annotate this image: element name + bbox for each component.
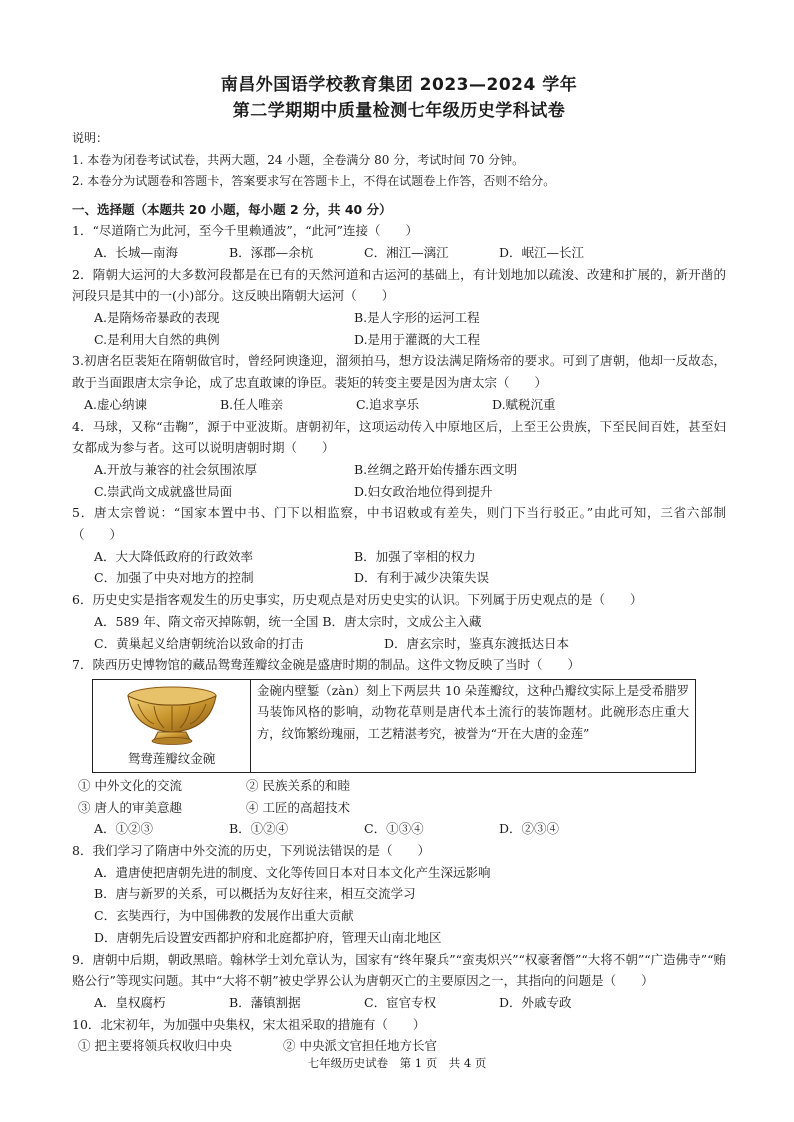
question-10	[72, 1014, 726, 1057]
options-row	[72, 567, 726, 589]
item-1: ① 中外文化的交流	[78, 777, 182, 793]
question-1	[72, 220, 726, 263]
option-a: A．589 年、隋文帝灭掉陈朝，统一全国 B．唐太宗时，文成公主入藏	[94, 613, 482, 629]
option-d: D．外戚专政	[499, 995, 572, 1010]
option-c: C.追求享乐	[356, 396, 420, 412]
item-3: ③ 唐人的审美意趣	[78, 799, 182, 815]
question-4	[72, 416, 726, 503]
options-row	[72, 992, 726, 1014]
question-7	[72, 654, 726, 840]
question-2	[72, 264, 726, 351]
exam-title-line2: 第二学期期中质量检测七年级历史学科试卷	[232, 101, 566, 121]
image-caption: 鸳鸯莲瓣纹金碗	[127, 751, 216, 767]
instructions-label: 说明：	[72, 131, 109, 145]
instruction-item: 2. 本卷分为试题卷和答题卡，答案要求写在答题卡上，不得在试题卷上作答，否则不给分。	[72, 174, 556, 188]
material-text: 金碗内壁錾（zàn）刻上下两层共 10 朵莲瓣纹，这种凸瓣纹实际上是受希腊罗马装饰风格的影响，动物花草则是唐代本土流行的装饰题材。此碗形态庄重大方，纹饰繁纷瑰丽，工艺精湛考究，被誉为“开在大唐的金莲”	[257, 683, 689, 741]
option-a: A．长城—南海	[94, 244, 179, 260]
option-b: B．涿郡—余杭	[229, 244, 314, 260]
option-d: D．有利于减少决策失误	[354, 570, 490, 586]
question-9	[72, 949, 726, 1014]
numbered-items	[72, 1035, 726, 1057]
option-d: D.赋税沉重	[492, 396, 556, 412]
option-c: C．①③④	[364, 821, 424, 837]
option-b: B．加强了宰相的权力	[354, 548, 476, 564]
option-d: D．岷江—长江	[499, 244, 585, 260]
option-c: C.崇武尚文成就盛世局面	[94, 483, 233, 499]
instructions	[72, 128, 726, 193]
question-stem: 4．马球，又称“击鞠”，源于中亚波斯。唐朝初年，这项运动传入中原地区后，上至王公贵族，下至民间百姓，甚至妇女都成为参与者。这可以说明唐朝时期（ ）	[72, 418, 726, 456]
option-b: B．藩镇割据	[229, 995, 301, 1010]
option-c: C．加强了中央对地方的控制	[94, 570, 254, 586]
material-box	[92, 679, 696, 773]
artifact-cell	[93, 680, 251, 772]
option-b: B.任人唯亲	[220, 396, 284, 412]
option-a: A.虚心纳谏	[84, 396, 148, 412]
exam-title-line1: 南昌外国语学校教育集团 2023—2024 学年	[220, 75, 578, 95]
option-d: D.是用于灌溉的大工程	[354, 331, 481, 347]
options-row	[72, 329, 726, 351]
option-b: B．①②④	[229, 821, 289, 837]
numbered-items	[72, 797, 726, 819]
question-stem: 7．陕西历史博物馆的藏品鸳鸯莲瓣纹金碗是盛唐时期的制品。这件文物反映了当时（ ）	[72, 657, 580, 673]
option-a: A.开放与兼容的社会氛围浓厚	[94, 461, 258, 477]
options-row	[72, 481, 726, 503]
question-stem: 10．北宋初年，为加强中央集权，宋太祖采取的措施有（ ）	[72, 1016, 426, 1032]
instruction-item: 1. 本卷为闭卷考试试卷，共两大题，24 小题，全卷满分 80 分，考试时间 70 分钟。	[72, 152, 525, 167]
item-2: ② 中央派文官担任地方长官	[283, 1038, 437, 1054]
options-row	[72, 546, 726, 568]
options-row	[72, 307, 726, 329]
option-d: D．②③④	[499, 821, 560, 837]
page-footer: 七年级历史试卷 第 1 页 共 4 页	[307, 1056, 487, 1070]
option-a: A．大大降低政府的行政效率	[94, 548, 254, 564]
option-c: C.是利用大自然的典例	[94, 331, 220, 347]
option-b: B．唐与新罗的关系，可以概括为友好往来，相互交流学习	[94, 886, 416, 902]
section-heading: 一、选择题（本题共 20 小题，每小题 2 分，共 40 分）	[72, 201, 392, 217]
options-row	[72, 394, 726, 416]
option-d: D．唐朝先后设置安西都护府和北庭都护府，管理天山南北地区	[94, 929, 442, 945]
options-row	[72, 633, 726, 655]
question-8	[72, 840, 726, 949]
question-stem: 6．历史史实是指客观发生的历史事实，历史观点是对历史史实的认识。下列属于历史观点的是（ ）	[72, 592, 643, 608]
option-a: A．遣唐使把唐朝先进的制度、文化等传回日本对日本文化产生深远影响	[94, 864, 491, 880]
question-stem: 8．我们学习了隋唐中外交流的历史，下列说法错误的是（ ）	[72, 843, 430, 859]
option-b: B.是人字形的运河工程	[354, 310, 480, 326]
question-6	[72, 589, 726, 654]
option-b: B.丝绸之路开始传播东西文明	[354, 461, 518, 477]
numbered-items	[72, 775, 726, 797]
question-stem: 5．唐太宗曾说：“国家本置中书、门下以相监察，中书诏敕或有差失，则门下当行驳正。”由此可知，三省六部制（ ）	[72, 505, 726, 543]
item-4: ④ 工匠的高超技术	[246, 799, 350, 815]
option-d: D．唐玄宗时，鉴真东渡抵达日本	[384, 635, 570, 651]
options-row	[72, 459, 726, 481]
option-c: C．黄巢起义给唐朝统治以致命的打击	[94, 635, 304, 651]
gold-bowl-image	[124, 684, 220, 746]
item-2: ② 民族关系的和睦	[246, 777, 350, 793]
question-stem: 9．唐朝中后期，朝政黑暗。翰林学士刘允章认为，国家有“终年聚兵”“蛮夷炽兴”“权豪奢僭”“大将不朝”“广造佛寺”“贿赂公行”等现实问题。其中“大将不朝”被史学界公认为唐朝灭亡的主要原因之一，其指向的问题是（ ）	[72, 951, 726, 989]
question-5	[72, 502, 726, 589]
option-a: A．①②③	[94, 821, 154, 837]
options-row	[72, 818, 726, 840]
question-stem: 2．隋朝大运河的大多数河段都是在已有的天然河道和古运河的基础上，有计划地加以疏浚、改建和扩展的，新开凿的河段只是其中的一(小)部分。这反映出隋朝大运河（ ）	[72, 266, 726, 304]
question-stem: 1．“尽道隋亡为此河，至今千里赖通波”，“此河”连接（ ）	[72, 223, 419, 239]
option-d: D.妇女政治地位得到提升	[354, 483, 493, 499]
option-c: C．宦官专权	[364, 995, 437, 1010]
options-row	[72, 242, 726, 264]
option-a: A.是隋炀帝暴政的表现	[94, 310, 220, 326]
exam-page	[72, 72, 726, 1057]
option-c: C．湘江—漓江	[364, 244, 449, 260]
item-1: ① 把主要将领兵权收归中央	[78, 1038, 232, 1054]
option-c: C．玄奘西行，为中国佛教的发展作出重大贡献	[94, 908, 354, 924]
option-a: A．皇权腐朽	[94, 995, 166, 1010]
question-3	[72, 350, 726, 415]
question-stem: 3.初唐名臣裴矩在隋朝做官时，曾经阿谀逢迎，溜须拍马，想方设法满足隋炀帝的要求。可到了唐朝，他却一反故态，敢于当面跟唐太宗争论，成了忠直敢谏的诤臣。裴矩的转变主要是因为唐太宗（ ）	[72, 353, 726, 391]
